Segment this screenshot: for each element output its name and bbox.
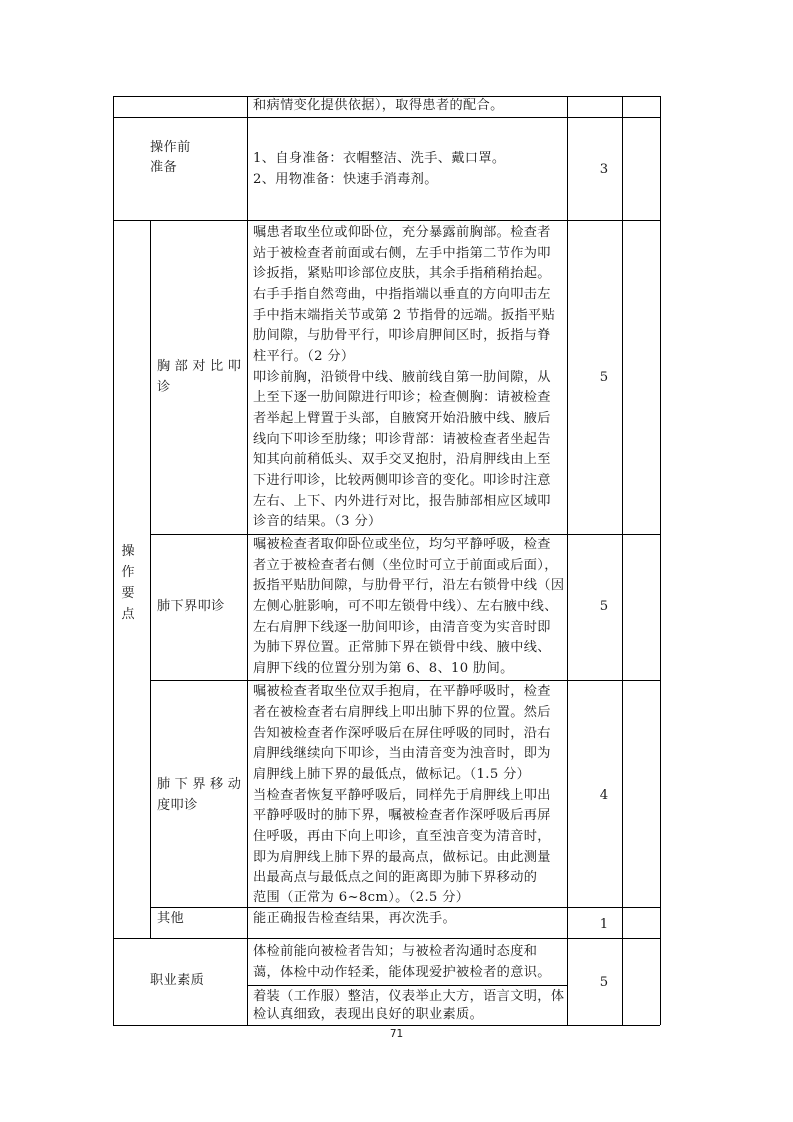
table-border: [247, 96, 248, 1025]
item-content: 即为肩胛线上肺下界的最高点，做标记。由此测量: [253, 850, 551, 865]
item-content: 诊音的结果。（3 分）: [253, 514, 382, 529]
key-points-label: 要: [121, 586, 135, 601]
item-content: 下进行叩诊，比较两侧叩诊音的变化。叩诊时注意: [253, 473, 551, 488]
item-content: 范围（正常为 6~8cm）。（2.5 分）: [253, 890, 470, 905]
prep-content: 1、自身准备：衣帽整洁、洗手、戴口罩。: [253, 151, 506, 166]
table-border: [622, 96, 623, 1025]
item-content: 者在被检查者右肩胛线上叩出肺下界的位置。然后: [253, 705, 551, 720]
professional-content: 检认真细致，表现出良好的职业素质。: [253, 1007, 484, 1022]
item-content: 肩胛线继续向下叩诊，当由清音变为浊音时，即为: [253, 746, 551, 761]
item-content: 嘱被检查者取坐位双手抱肩，在平静呼吸时，检查: [253, 684, 551, 699]
item-content: 能正确报告检查结果，再次洗手。: [253, 911, 457, 926]
professional-content: 蔼，体检中动作轻柔，能体现爱护被检者的意识。: [253, 965, 551, 980]
table-border: [247, 985, 567, 986]
item-content: 为肺下界位置。正常肺下界在锁骨中线、腋中线、: [253, 640, 551, 655]
table-border: [113, 938, 660, 939]
prep-label: 准备: [150, 160, 178, 175]
key-points-label: 作: [121, 565, 135, 580]
item-content: 者举起上臂置于头部，自腋窝开始沿腋中线、腋后: [253, 411, 551, 426]
table-border: [150, 680, 660, 681]
item-name: 诊: [157, 380, 171, 395]
item-name: 肺下界移动: [157, 777, 246, 792]
item-content: 肩胛线上肺下界的最低点，做标记。（1.5 分）: [253, 767, 531, 782]
professional-label: 职业素质: [150, 973, 205, 988]
item-content: 左右、上下、内外进行对比，报告肺部相应区域叩: [253, 494, 551, 509]
item-name: 其他: [157, 911, 185, 926]
item-score: 5: [599, 599, 609, 614]
key-points-label: 操: [121, 544, 135, 559]
item-content: 知其向前稍低头、双手交叉抱肘，沿肩胛线由上至: [253, 452, 551, 467]
table-border: [113, 117, 660, 118]
prep-score: 3: [599, 162, 609, 177]
item-content: 扳指平贴肋间隙，与肋骨平行，沿左右锁骨中线（因: [253, 578, 565, 593]
prep-label: 操作前: [150, 140, 191, 155]
professional-content: 体检前能向被检者告知；与被检者沟通时态度和: [253, 944, 538, 959]
table-border: [113, 220, 660, 221]
professional-score: 5: [599, 975, 609, 990]
item-content: 嘱被检查者取仰卧位或坐位，均匀平静呼吸，检查: [253, 537, 551, 552]
item-content: 左侧心脏影响，可不叩左锁骨中线）、左右腋中线、: [253, 599, 558, 614]
item-score: 4: [599, 788, 609, 803]
table-border: [660, 96, 661, 1025]
item-content: 住呼吸，再由下向上叩诊，直至浊音变为清音时，: [253, 829, 551, 844]
item-name: 度叩诊: [157, 798, 198, 813]
professional-content: 着装（工作服）整洁，仪表举止大方，语言文明，体: [253, 989, 565, 1004]
continued-content: 和病情变化提供依据），取得患者的配合。: [253, 98, 504, 113]
item-content: 嘱患者取坐位或仰卧位，充分暴露前胸部。检查者: [253, 225, 551, 240]
item-content: 叩诊前胸，沿锁骨中线、腋前线自第一肋间隙，从: [253, 370, 551, 385]
item-content: 诊扳指，紧贴叩诊部位皮肤，其余手指稍稍抬起。: [253, 266, 551, 281]
item-score: 1: [599, 917, 609, 932]
table-border: [150, 220, 151, 938]
item-name: 肺下界叩诊: [157, 599, 225, 614]
item-content: 左右肩胛下线逐一肋间叩诊，由清音变为实音时即: [253, 620, 551, 635]
item-content: 肋间隙，与肋骨平行，叩诊肩胛间区时，扳指与脊: [253, 328, 551, 343]
item-content: 当检查者恢复平静呼吸后，同样先于肩胛线上叩出: [253, 788, 551, 803]
item-content: 右手手指自然弯曲，中指指端以垂直的方向叩击左: [253, 287, 551, 302]
item-content: 手中指末端指关节或第 2 节指骨的远端。扳指平贴: [253, 308, 556, 323]
item-content: 平静呼吸时的肺下界，嘱被检查者作深呼吸后再屏: [253, 808, 551, 823]
item-content: 站于被检查者前面或右侧，左手中指第二节作为叩: [253, 246, 551, 261]
page-number: 71: [389, 1028, 404, 1040]
table-border: [567, 96, 568, 1025]
item-content: 上至下逐一肋间隙进行叩诊；检查侧胸：请被检查: [253, 390, 551, 405]
item-content: 肩胛下线的位置分别为第 6、8、10 肋间。: [253, 661, 514, 676]
item-content: 柱平行。（2 分）: [253, 349, 355, 364]
key-points-label: 点: [121, 607, 135, 622]
item-content: 线向下叩诊至肋缘；叩诊背部：请被检查者坐起告: [253, 432, 551, 447]
item-content: 出最高点与最低点之间的距离即为肺下界移动的: [253, 870, 538, 885]
table-border: [113, 96, 114, 1025]
item-content: 告知被检查者作深呼吸后在屏住呼吸的同时，沿右: [253, 726, 551, 741]
item-content: 者立于被检查者右侧（坐位时可立于前面或后面），: [253, 558, 558, 573]
item-score: 5: [599, 370, 609, 385]
prep-content: 2、用物准备：快速手消毒剂。: [253, 172, 438, 187]
item-name: 胸部对比叩: [157, 359, 246, 374]
